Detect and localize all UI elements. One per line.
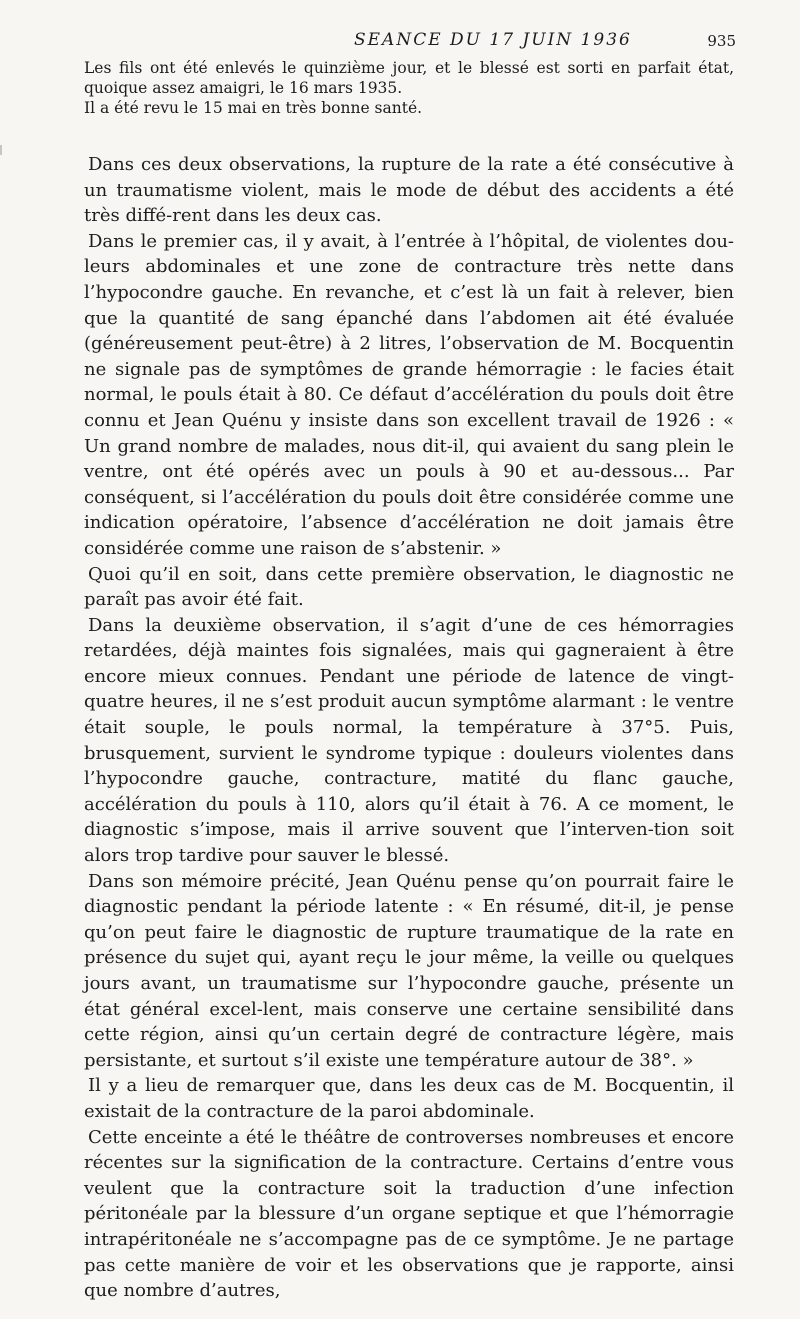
page-number: 935 (707, 32, 736, 50)
running-title: SEANCE DU 17 JUIN 1936 (354, 30, 632, 50)
small-print-paragraph: Il a été revu le 15 mai en très bonne santé. (84, 99, 423, 117)
running-header (84, 0, 734, 58)
paragraph: Quoi qu’il en soit, dans cette première observation, le diagnostic ne paraît pas avoir été fait. (84, 563, 734, 611)
section-gap (84, 118, 734, 152)
paragraph: Dans son mémoire précité, Jean Quénu pense qu’on pourrait faire le diagnostic pendant la période latente : « En résumé, dit-il, je pense qu’on peut faire le diagnostic de rupture traumatique de la rate en présence du sujet qui, ayant reçu le jour même, la veille ou quelques jours avant, un traumatisme sur l’hypocondre gauche, présente un état général excel-lent, mais conserve une certaine sensibilité dans cette région, ainsi qu’un certain degré de contracture légère, mais persistante, et surtout s’il existe une température autour de 38°. » (84, 870, 734, 1071)
paragraph: Cette enceinte a été le théâtre de controverses nombreuses et encore récentes sur la signification de la contracture. Certains d’entre vous veulent que la contracture soit la traduction d’une infection péritonéale par la blessure d’un organe septique et que l’hémorragie intrapéritonéale ne s’accompagne pas de ce symptôme. Je ne partage pas cette manière de voir et les observations que je rapporte, ainsi que nombre d’autres, (84, 1126, 734, 1302)
small-print-paragraph: Les fils ont été enlevés le quinzième jour, et le blessé est sorti en parfait état, quoique assez amaigri, le 16 mars 1935. (84, 59, 734, 97)
paragraph: Il y a lieu de remarquer que, dans les deux cas de M. Bocquentin, il existait de la contracture de la paroi abdominale. (84, 1075, 734, 1122)
paragraph: Dans le premier cas, il y avait, à l’entrée à l’hôpital, de violentes dou-leurs abdominales et une zone de contracture très nette dans l’hypocondre gauche. En revanche, et c’est là un fait à relever, bien que la quantité de sang épanché dans l’abdomen ait été évaluée (généreusement peut-être) à 2 litres, l’observation de M. Bocquentin ne signale pas de symptômes de grande hémorragie : le facies était normal, le pouls était à 80. Ce défaut d’accélération du pouls doit être connu et Jean Quénu y insiste dans son excellent travail de 1926 : « Un grand nombre de malades, nous dit-il, qui avaient du sang plein le ventre, ont été opérés avec un pouls à 90 et au-dessous... Par conséquent, si l’accélération du pouls doit être considérée comme une indication opératoire, l’absence d’accélération ne doit jamais être considérée comme une raison de s’abstenir. » (84, 230, 734, 559)
margin-mark (0, 145, 2, 155)
paragraph: Dans ces deux observations, la rupture de la rate a été consécutive à un traumatisme violent, mais le mode de début des accidents a été très diffé-rent dans les deux cas. (84, 154, 734, 227)
body-text (84, 152, 734, 1304)
small-print-block (84, 58, 734, 118)
paragraph: Dans la deuxième observation, il s’agit d’une de ces hémorragies retardées, déjà maintes fois signalées, mais qui gagneraient à être encore mieux connues. Pendant une période de latence de vingt-quatre heures, il ne s’est produit aucun symptôme alarmant : le ventre était souple, le pouls normal, la température à 37°5. Puis, brusquement, survient le syndrome typique : douleurs violentes dans l’hypocondre gauche, contracture, matité du flanc gauche, accélération du pouls à 110, alors qu’il était à 76. A ce moment, le diagnostic s’impose, mais il arrive souvent que l’interven-tion soit alors trop tardive pour sauver le blessé. (84, 614, 734, 867)
